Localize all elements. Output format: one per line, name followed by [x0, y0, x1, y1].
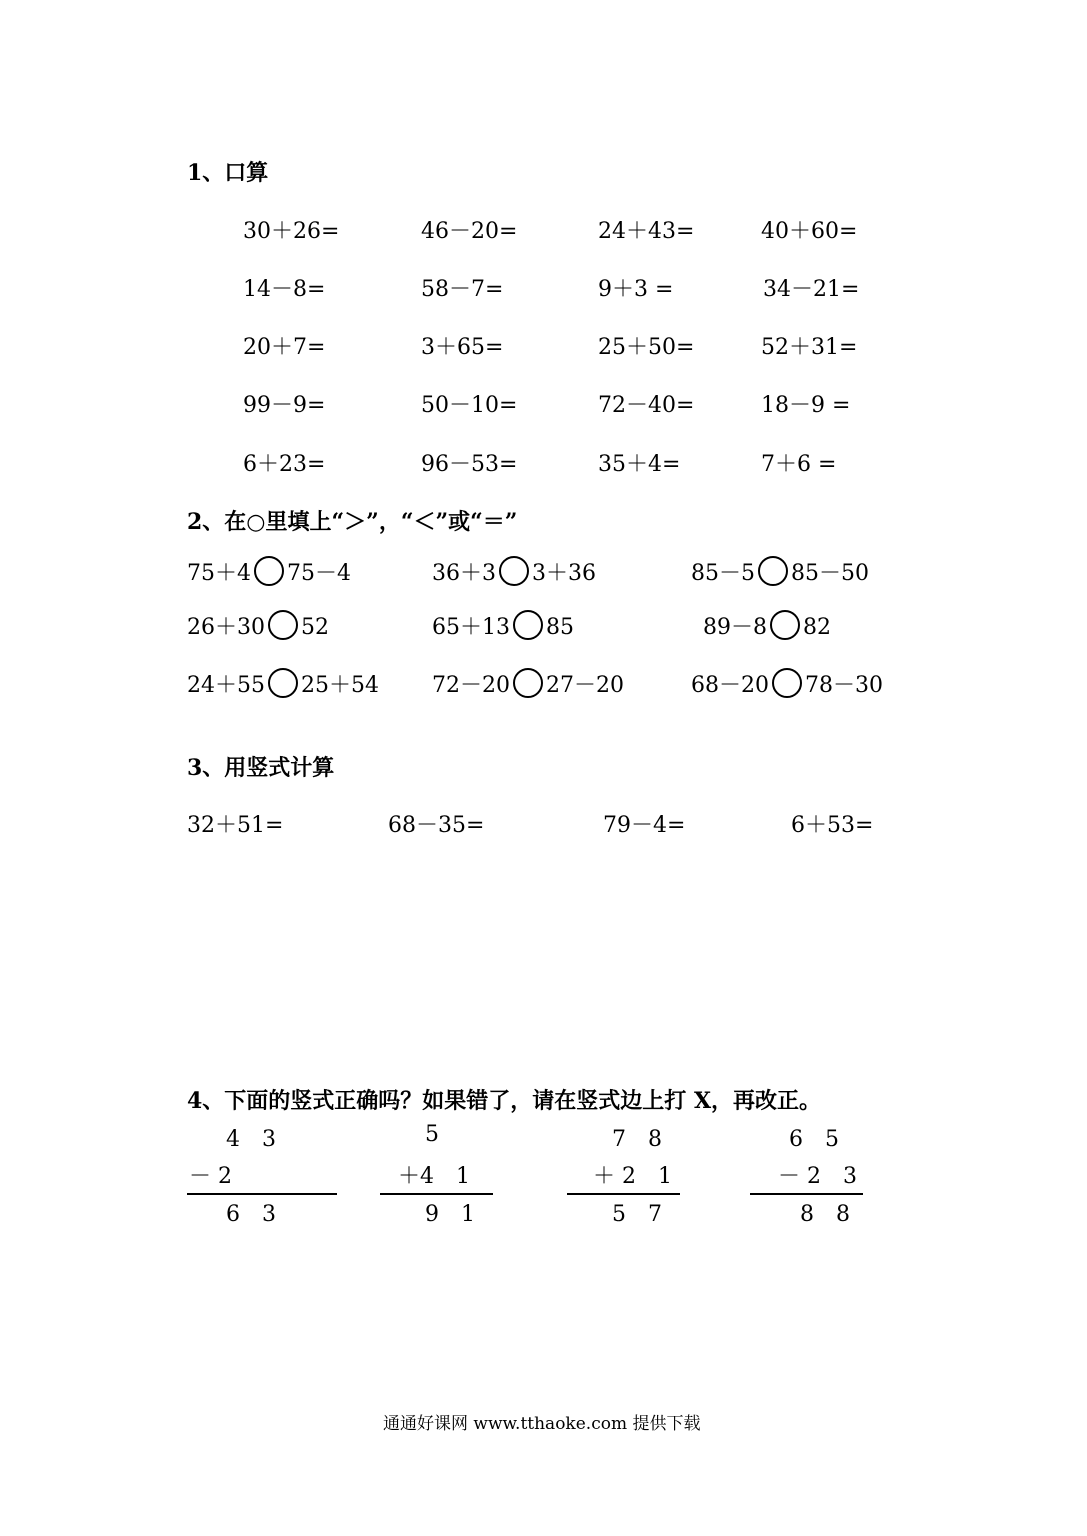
problem-top: 6 5	[789, 1127, 839, 1152]
vertical-calc-item: 79－4=	[603, 813, 686, 838]
comparison-right: 85－50	[791, 561, 869, 586]
problem-result: 6 3	[226, 1202, 276, 1227]
mental-math-item: 14－8=	[243, 277, 326, 302]
comparison-item	[187, 668, 379, 699]
problem-result: 9 1	[425, 1202, 475, 1227]
problem-top: 4 3	[226, 1127, 276, 1152]
comparison-item	[691, 556, 869, 587]
comparison-left: 65＋13	[432, 615, 510, 640]
comparison-item	[432, 668, 624, 699]
problem-result: 8 8	[800, 1202, 850, 1227]
mental-math-item: 46－20=	[421, 219, 518, 244]
comparison-left: 26＋30	[187, 615, 265, 640]
mental-math-item: 58－7=	[421, 277, 504, 302]
answer-circle[interactable]	[758, 556, 788, 586]
footer-text: 通通好课网 www.tthaoke.com 提供下载	[383, 1414, 701, 1434]
comparison-right: 52	[301, 615, 329, 640]
comparison-right: 82	[803, 615, 831, 640]
problem-result: 5 7	[612, 1202, 662, 1227]
comparison-right: 85	[546, 615, 574, 640]
answer-circle[interactable]	[770, 610, 800, 640]
mental-math-item: 99－9=	[243, 393, 326, 418]
mental-math-item: 72－40=	[598, 393, 695, 418]
problem-top: 7 8	[612, 1127, 662, 1152]
mental-math-item: 40＋60=	[761, 219, 858, 244]
comparison-left: 68－20	[691, 673, 769, 698]
comparison-right: 75－4	[287, 561, 351, 586]
problem-middle: ＋4 1	[398, 1164, 470, 1189]
problem-line	[187, 1193, 337, 1195]
answer-circle[interactable]	[499, 556, 529, 586]
section1-title: 1、口算	[187, 160, 269, 186]
problem-line	[380, 1193, 493, 1195]
answer-circle[interactable]	[513, 668, 543, 698]
comparison-right: 78－30	[805, 673, 883, 698]
problem-middle: － 2 3	[778, 1164, 857, 1189]
mental-math-item: 6＋23=	[243, 452, 326, 477]
comparison-right: 3＋36	[532, 561, 596, 586]
problem-line	[567, 1193, 680, 1195]
comparison-left: 75＋4	[187, 561, 251, 586]
problem-line	[750, 1193, 863, 1195]
mental-math-item: 9＋3 =	[598, 277, 674, 302]
answer-circle[interactable]	[772, 668, 802, 698]
mental-math-item: 35＋4=	[598, 452, 681, 477]
comparison-left: 24＋55	[187, 673, 265, 698]
comparison-left: 36＋3	[432, 561, 496, 586]
comparison-item	[432, 610, 574, 641]
vertical-calc-item: 68－35=	[388, 813, 485, 838]
mental-math-item: 24＋43=	[598, 219, 695, 244]
problem-middle: ＋ 2 1	[593, 1164, 672, 1189]
section2-title: 2、在○里填上“＞”，“＜”或“＝”	[187, 509, 518, 535]
mental-math-item: 52＋31=	[761, 335, 858, 360]
comparison-item	[703, 610, 831, 641]
problem-top: 5	[425, 1122, 439, 1147]
answer-circle[interactable]	[254, 556, 284, 586]
section4-title: 4、下面的竖式正确吗？如果错了，请在竖式边上打 X，再改正。	[187, 1088, 822, 1114]
answer-circle[interactable]	[268, 668, 298, 698]
comparison-left: 72－20	[432, 673, 510, 698]
comparison-item	[187, 556, 351, 587]
comparison-item	[432, 556, 596, 587]
comparison-left: 89－8	[703, 615, 767, 640]
mental-math-item: 34－21=	[763, 277, 860, 302]
vertical-calc-item: 32＋51=	[187, 813, 284, 838]
answer-circle[interactable]	[513, 610, 543, 640]
mental-math-item: 3＋65=	[421, 335, 504, 360]
vertical-calc-item: 6＋53=	[791, 813, 874, 838]
answer-circle[interactable]	[268, 610, 298, 640]
comparison-right: 27－20	[546, 673, 624, 698]
comparison-item	[691, 668, 883, 699]
mental-math-item: 20＋7=	[243, 335, 326, 360]
mental-math-item: 30＋26=	[243, 219, 340, 244]
mental-math-item: 50－10=	[421, 393, 518, 418]
comparison-right: 25＋54	[301, 673, 379, 698]
mental-math-item: 7＋6 =	[761, 452, 837, 477]
section3-title: 3、用竖式计算	[187, 755, 335, 781]
mental-math-item: 18－9 =	[761, 393, 851, 418]
comparison-left: 85－5	[691, 561, 755, 586]
mental-math-item: 25＋50=	[598, 335, 695, 360]
problem-middle: － 2	[189, 1164, 232, 1189]
comparison-item	[187, 610, 329, 641]
mental-math-item: 96－53=	[421, 452, 518, 477]
